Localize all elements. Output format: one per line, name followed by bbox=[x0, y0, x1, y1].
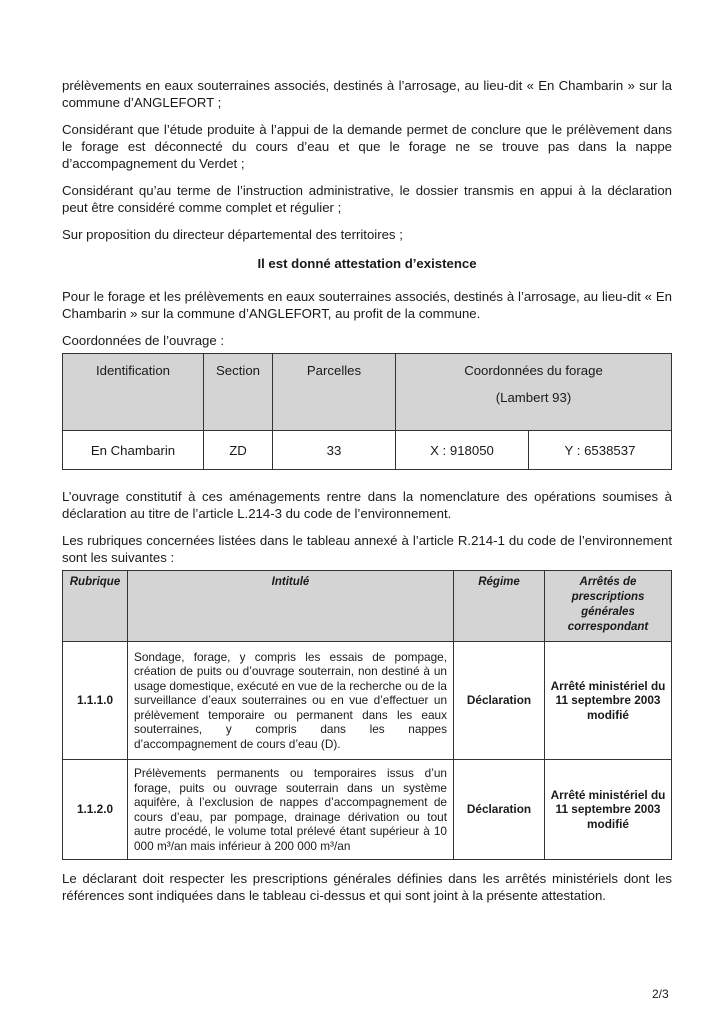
cell-regime: Déclaration bbox=[454, 642, 545, 760]
document-page bbox=[62, 77, 672, 914]
paragraph: Les rubriques concernées listées dans le tableau annexé à l’article R.214-1 du code de l’environnement sont les suivantes : bbox=[62, 533, 672, 565]
header-coordinates-sub: (Lambert 93) bbox=[495, 390, 572, 405]
page-number: 2/3 bbox=[652, 987, 669, 1001]
paragraph: Considérant qu’au terme de l’instruction administrative, le dossier transmis en appui à la déclaration peut être considéré comme complet et régulier ; bbox=[62, 183, 672, 215]
paragraph: L’ouvrage constitutif à ces aménagements rentre dans la nomenclature des opérations soumises à déclaration au titre de l’article L.214-3 du code de l’environnement. bbox=[62, 489, 672, 521]
rubriques-table bbox=[62, 570, 672, 860]
header-identification: Identification bbox=[63, 354, 204, 431]
header-regime: Régime bbox=[454, 571, 545, 642]
header-intitule: Intitulé bbox=[128, 571, 454, 642]
cell-parcelles: 33 bbox=[273, 431, 396, 470]
header-coordinates-label: Coordonnées du forage bbox=[464, 363, 603, 378]
header-rubrique: Rubrique bbox=[63, 571, 128, 642]
table-header-row bbox=[63, 571, 672, 642]
cell-code: 1.1.2.0 bbox=[63, 760, 128, 860]
table-header-row bbox=[63, 354, 672, 431]
cell-identification: En Chambarin bbox=[63, 431, 204, 470]
cell-intitule: Sondage, forage, y compris les essais de pompage, création de puits ou d’ouvrage souterrain, non destiné à un usage domestique, exécuté en vue de la recherche ou de la surveillance d’eaux souterraines ou en vue d’effectuer un prélèvement temporaire ou permanent dans les eaux souterraines, y compris dans les nappes d’accompagnement de cours d’eau (D). bbox=[128, 642, 454, 760]
paragraph: Le déclarant doit respecter les prescriptions générales définies dans les arrêtés ministériels dont les références sont indiquées dans le tableau ci-dessus et qui sont joint à la présente attestation. bbox=[62, 871, 672, 903]
cell-y: Y : 6538537 bbox=[529, 431, 672, 470]
table-row bbox=[63, 642, 672, 760]
header-section: Section bbox=[204, 354, 273, 431]
section-title: Il est donné attestation d’existence bbox=[257, 256, 477, 271]
header-parcelles: Parcelles bbox=[273, 354, 396, 431]
table-row bbox=[63, 431, 672, 470]
paragraph: Considérant que l’étude produite à l’appui de la demande permet de conclure que le prélèvement dans le forage est déconnecté du cours d’eau et que le forage ne se trouve pas dans la nappe d’accompagnement du Verdet ; bbox=[62, 122, 672, 171]
cell-x: X : 918050 bbox=[396, 431, 529, 470]
cell-code: 1.1.1.0 bbox=[63, 642, 128, 760]
paragraph: Sur proposition du directeur départemental des territoires ; bbox=[62, 227, 403, 242]
paragraph: prélèvements en eaux souterraines associés, destinés à l’arrosage, au lieu-dit « En Chambarin » sur la commune d’ANGLEFORT ; bbox=[62, 78, 672, 110]
header-coordinates bbox=[396, 354, 672, 431]
cell-intitule: Prélèvements permanents ou temporaires issus d’un forage, puits ou ouvrage souterrain dans un système aquifère, à l’exclusion de nappes d’accompagnement de cours d’eau, par pompage, drainage dérivation ou tout autre procédé, le volume total prélevé étant supérieur à 10 000 m³/an mais inférieur à 200 000 m³/an bbox=[128, 760, 454, 860]
cell-arrete: Arrêté ministériel du 11 septembre 2003 modifié bbox=[545, 642, 672, 760]
header-arretes: Arrêtés de prescriptions générales correspondant bbox=[545, 571, 672, 642]
coordinates-table bbox=[62, 353, 672, 470]
paragraph: Pour le forage et les prélèvements en eaux souterraines associés, destinés à l’arrosage, au lieu-dit « En Chambarin » sur la commune d’ANGLEFORT, au profit de la commune. bbox=[62, 289, 672, 321]
table-row bbox=[63, 760, 672, 860]
cell-regime: Déclaration bbox=[454, 760, 545, 860]
cell-arrete: Arrêté ministériel du 11 septembre 2003 modifié bbox=[545, 760, 672, 860]
paragraph: Coordonnées de l’ouvrage : bbox=[62, 333, 225, 348]
cell-section: ZD bbox=[204, 431, 273, 470]
